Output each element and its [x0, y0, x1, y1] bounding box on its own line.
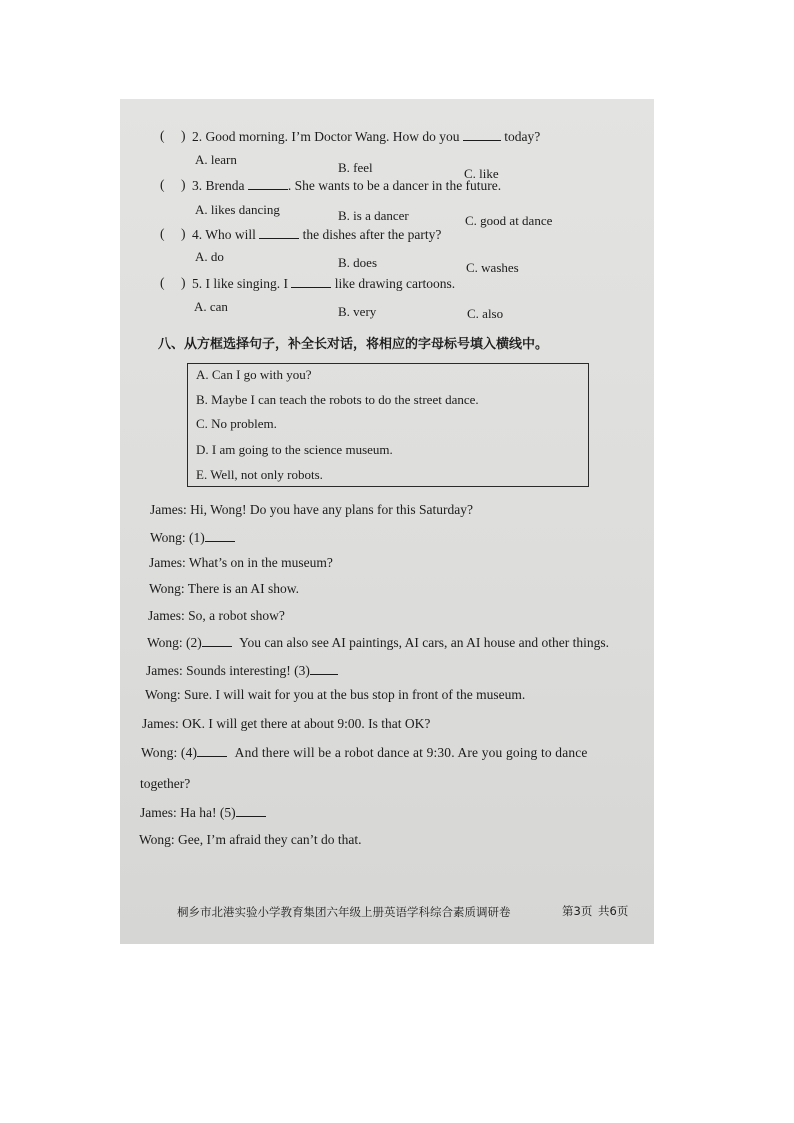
option-c: C. like — [464, 166, 499, 181]
question-text-part: 4. Who will — [192, 227, 256, 242]
option-a: A. do — [195, 249, 224, 264]
dialogue-line-7 — [146, 662, 338, 679]
dialogue-text: James: Sounds interesting! (3) — [146, 663, 310, 678]
answer-paren-open[interactable]: ( — [160, 226, 165, 241]
option-b: B. is a dancer — [338, 208, 409, 223]
choice-box — [187, 363, 589, 487]
footer-school: 桐乡市北港实验小学教育集团六年级上册英语学科综合素质调研卷 — [177, 905, 511, 919]
answer-paren-close: ) — [181, 226, 186, 241]
option-b: B. does — [338, 255, 377, 270]
question-text-part: . She wants to be a dancer in the future. — [287, 178, 502, 193]
question-text-part: 3. Brenda — [192, 178, 245, 193]
option-b: B. very — [338, 304, 377, 319]
dialogue-blank-3[interactable] — [310, 662, 338, 675]
dialogue-line-2 — [150, 529, 235, 546]
choice-c: C. No problem. — [196, 416, 277, 431]
question-text — [192, 226, 441, 243]
option-a: A. can — [194, 299, 228, 314]
dialogue-text: And there will be a robot dance at 9:30. Are you going to dance — [234, 745, 588, 760]
dialogue-line-11: together? — [140, 776, 191, 791]
dialogue-blank-1[interactable] — [205, 529, 235, 542]
option-c: C. good at dance — [465, 213, 553, 228]
choice-e: E. Well, not only robots. — [196, 467, 323, 482]
dialogue-line-3: James: What’s on in the museum? — [149, 555, 333, 570]
fill-blank[interactable] — [291, 275, 331, 288]
answer-paren-close: ) — [181, 177, 186, 192]
question-text — [192, 128, 540, 145]
footer-total: 共6页 — [598, 904, 629, 918]
dialogue-blank-4[interactable] — [197, 744, 227, 757]
question-text-part: today? — [504, 129, 541, 144]
answer-paren-open[interactable]: ( — [160, 177, 165, 192]
question-text — [192, 177, 501, 194]
dialogue-blank-5[interactable] — [236, 804, 266, 817]
answer-paren-open[interactable]: ( — [160, 275, 165, 290]
fill-blank[interactable] — [259, 226, 299, 239]
question-text-part: like drawing cartoons. — [334, 276, 456, 291]
question-text — [192, 275, 455, 292]
dialogue-text: Wong: (1) — [150, 530, 205, 545]
dialogue-blank-2[interactable] — [202, 634, 232, 647]
dialogue-line-12 — [140, 804, 266, 821]
dialogue-line-9: James: OK. I will get there at about 9:00. Is that OK? — [142, 716, 431, 731]
fill-blank[interactable] — [463, 128, 501, 141]
question-text-part: 5. I like singing. I — [192, 276, 288, 291]
dialogue-line-1: James: Hi, Wong! Do you have any plans for this Saturday? — [150, 502, 473, 517]
dialogue-line-6 — [147, 634, 609, 651]
option-a: A. learn — [195, 152, 237, 167]
choice-b: B. Maybe I can teach the robots to do the street dance. — [196, 392, 479, 407]
dialogue-line-13: Wong: Gee, I’m afraid they can’t do that. — [139, 832, 362, 847]
footer-page: 第3页 — [562, 904, 593, 918]
dialogue-text: You can also see AI paintings, AI cars, an AI house and other things. — [239, 635, 609, 650]
answer-paren-close: ) — [181, 128, 186, 143]
option-b: B. feel — [338, 160, 373, 175]
dialogue-text: James: Ha ha! (5) — [140, 805, 236, 820]
section-8-heading: 八、从方框选择句子，补全长对话，将相应的字母标号填入横线中。 — [158, 337, 549, 352]
choice-d: D. I am going to the science museum. — [196, 442, 393, 457]
answer-paren-close: ) — [181, 275, 186, 290]
question-text-part: the dishes after the party? — [302, 227, 442, 242]
question-text-part: 2. Good morning. I’m Doctor Wang. How do you — [192, 129, 460, 144]
choice-a: A. Can I go with you? — [196, 367, 312, 382]
dialogue-line-10 — [141, 744, 588, 761]
option-a: A. likes dancing — [195, 202, 280, 217]
dialogue-line-8: Wong: Sure. I will wait for you at the bus stop in front of the museum. — [145, 687, 526, 702]
dialogue-text: Wong: (4) — [141, 745, 198, 760]
option-c: C. also — [467, 306, 504, 321]
dialogue-line-4: Wong: There is an AI show. — [149, 581, 300, 596]
exam-paper — [120, 99, 654, 944]
dialogue-line-5: James: So, a robot show? — [148, 608, 285, 623]
answer-paren-open[interactable]: ( — [160, 128, 165, 143]
option-c: C. washes — [466, 260, 519, 275]
dialogue-text: Wong: (2) — [147, 635, 202, 650]
fill-blank[interactable] — [248, 177, 288, 190]
